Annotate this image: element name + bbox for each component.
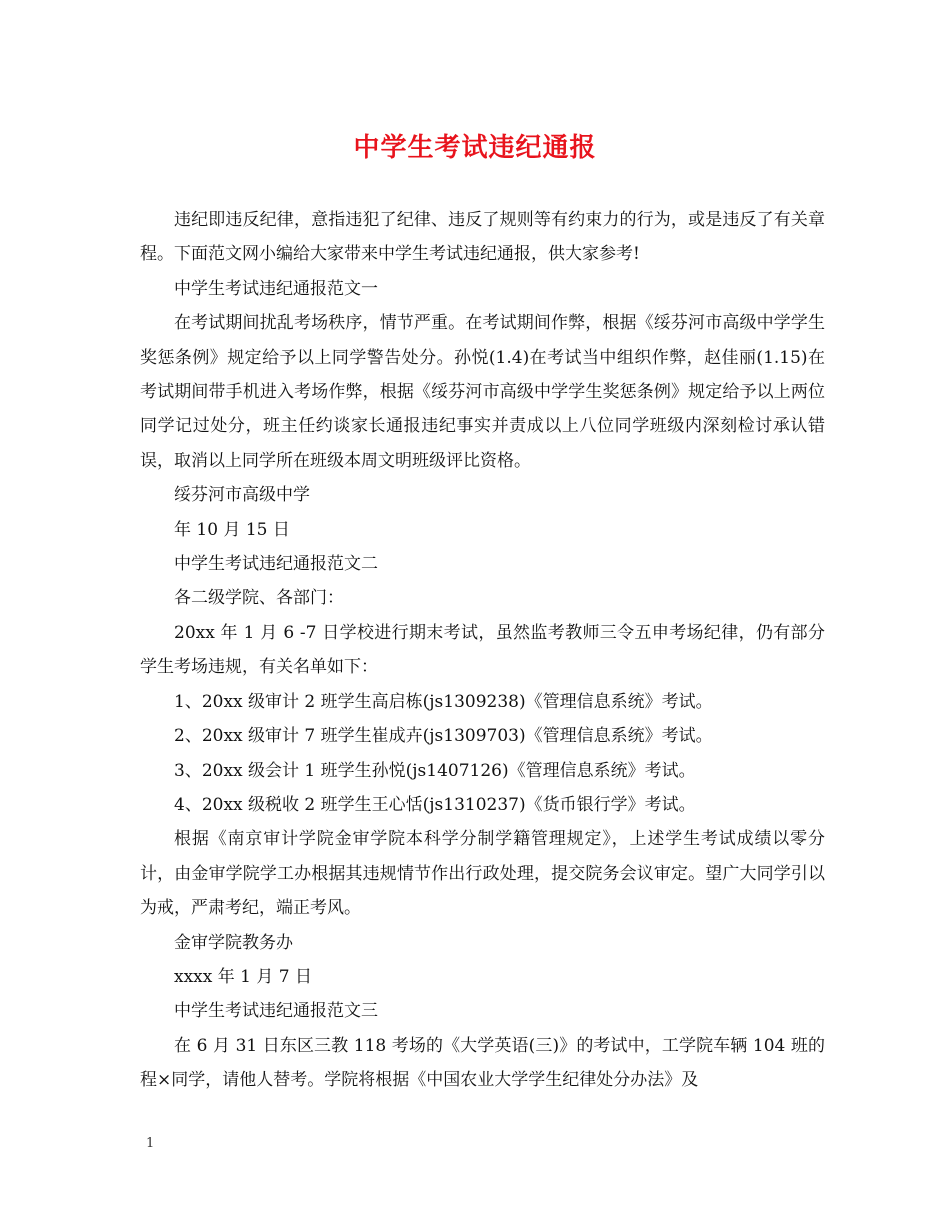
section-heading-1: 中学生考试违纪通报范文一 <box>174 278 378 299</box>
date-1: 年 10 月 15 日 <box>174 519 290 540</box>
paragraph-decision: 根据《南京审计学院金审学院本科学分制学籍管理规定》，上述学生考试成绩以零分计，由金审学院学工办根据其违规情节作出行政处理，提交院务会议审定。望广大同学引以为戒，严肃考纪，端正考风。 <box>140 829 825 919</box>
list-item-4: 4、20xx 级税收 2 班学生王心恬(js1310237)《货币银行学》考试。 <box>174 794 696 815</box>
paragraph-intro: 违纪即违反纪律，意指违犯了纪律、违反了规则等有约束力的行为，或是违反了有关章程。下面范文网小编给大家带来中学生考试违纪通报，供大家参考! <box>140 210 825 265</box>
date-2: xxxx 年 1 月 7 日 <box>174 966 313 987</box>
list-item-3: 3、20xx 级会计 1 班学生孙悦(js1407126)《管理信息系统》考试。 <box>174 760 696 781</box>
signature-school: 绥芬河市高级中学 <box>174 485 310 506</box>
document-title: 中学生考试违纪通报 <box>353 133 597 163</box>
list-item-1: 1、20xx 级审计 2 班学生高启栋(js1309238)《管理信息系统》考试。 <box>174 691 713 712</box>
paragraph-section-1: 在考试期间扰乱考场秩序，情节严重。在考试期间作弊，根据《绥芬河市高级中学学生奖惩条例》规定给予以上同学警告处分。孙悦(1.4)在考试当中组织作弊，赵佳丽(1.15)在考试期间带手机进入考场作弊，根据《绥芬河市高级中学学生奖惩条例》规定给予以上两位同学记过处分，班主任约谈家长通报违纪事实并责成以上八位同学班级内深刻检讨承认错误，取消以上同学所在班级本周文明班级评比资格。 <box>140 313 825 471</box>
signature-office: 金审学院教务办 <box>174 932 293 953</box>
paragraph-section-3: 在 6 月 31 日东区三教 118 考场的《大学英语(三)》的考试中，工学院车辆 104 班的程×同学，请他人替考。学院将根据《中国农业大学学生纪律处分办法》及 <box>140 1035 825 1091</box>
document-body <box>140 203 825 1098</box>
list-item-2: 2、20xx 级审计 7 班学生崔成卉(js1309703)《管理信息系统》考试。 <box>174 726 713 747</box>
salutation: 各二级学院、各部门： <box>174 588 344 609</box>
section-heading-2: 中学生考试违纪通报范文二 <box>174 554 378 575</box>
paragraph-section-2: 20xx 年 1 月 6 -7 日学校进行期末考试，虽然监考教师三令五申考场纪律，仍有部分学生考场违规，有关名单如下： <box>140 622 825 678</box>
section-heading-3: 中学生考试违纪通报范文三 <box>174 1001 378 1022</box>
page-number: 1 <box>146 1136 155 1151</box>
